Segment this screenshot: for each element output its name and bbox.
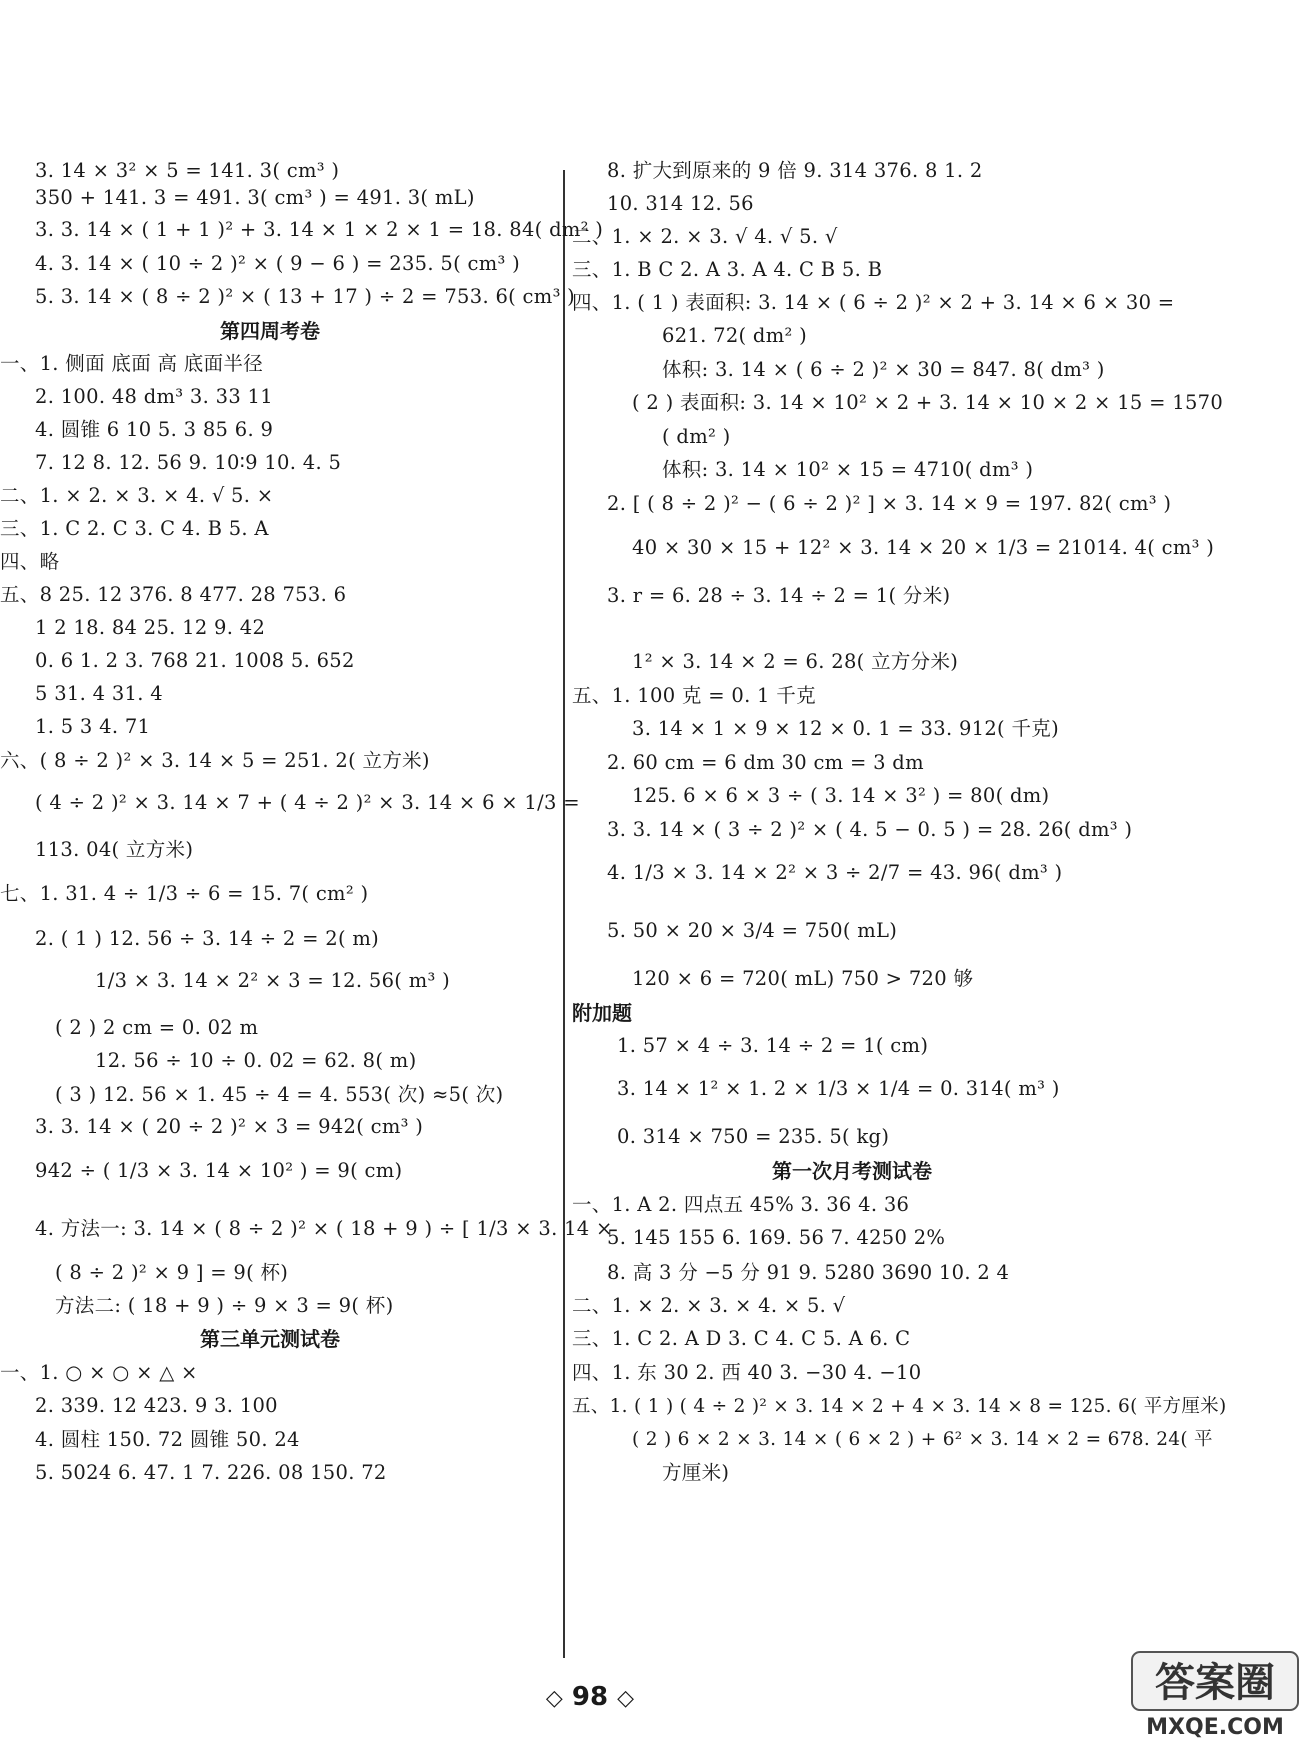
answer-line: 体积: 3. 14 × 10² × 15 = 4710( dm³ ) [662, 458, 1034, 481]
answer-line: ( dm² ) [662, 425, 731, 448]
answer-line: 4. 1/3 × 3. 14 × 2² × 3 ÷ 2/7 = 43. 96( dm³ ) [607, 861, 1063, 884]
answer-line: 3. r = 6. 28 ÷ 3. 14 ÷ 2 = 1( 分米) [607, 584, 951, 607]
answer-line: 二、1. × 2. × 3. √ 4. √ 5. √ [572, 225, 838, 248]
answer-line: 0. 6 1. 2 3. 768 21. 1008 5. 652 [35, 649, 355, 672]
answer-line: 125. 6 × 6 × 3 ÷ ( 3. 14 × 3² ) = 80( dm) [632, 784, 1050, 807]
answer-line: 4. 圆锥 6 10 5. 3 85 6. 9 [35, 418, 274, 441]
answer-line: 8. 扩大到原来的 9 倍 9. 314 376. 8 1. 2 [607, 159, 983, 182]
answer-line: 四、1. 东 30 2. 西 40 3. −30 4. −10 [572, 1361, 922, 1384]
answer-line: ( 4 ÷ 2 )² × 3. 14 × 7 + ( 4 ÷ 2 )² × 3. 14 × 6 × 1/3 = [35, 791, 580, 814]
answer-line: 二、1. × 2. × 3. × 4. × 5. √ [572, 1294, 846, 1317]
diamond-icon: ◇ [545, 1686, 563, 1711]
page-footer [0, 1682, 1180, 1712]
answer-line: 二、1. × 2. × 3. × 4. √ 5. × [0, 484, 274, 507]
answer-line: 113. 04( 立方米) [35, 838, 194, 861]
answer-line: 8. 高 3 分 −5 分 91 9. 5280 3690 10. 2 4 [607, 1261, 1010, 1284]
column-divider [563, 170, 565, 1658]
answer-line: 1² × 3. 14 × 2 = 6. 28( 立方分米) [632, 650, 959, 673]
answer-line: 5. 50 × 20 × 3/4 = 750( mL) [607, 919, 898, 942]
answer-line: 1. 57 × 4 ÷ 3. 14 ÷ 2 = 1( cm) [617, 1034, 929, 1057]
watermark-logo [1130, 1650, 1300, 1742]
answer-line: 4. 3. 14 × ( 10 ÷ 2 )² × ( 9 − 6 ) = 235. 5( cm³ ) [35, 252, 521, 275]
answer-line: 3. 3. 14 × ( 1 + 1 )² + 3. 14 × 1 × 2 × 1 = 18. 84( dm² ) [35, 218, 604, 241]
answer-line: ( 8 ÷ 2 )² × 9 ] = 9( 杯) [55, 1261, 289, 1284]
answer-line: 一、1. 侧面 底面 高 底面半径 [0, 352, 263, 375]
answer-line: 五、1. ( 1 ) ( 4 ÷ 2 )² × 3. 14 × 2 + 4 × 3. 14 × 8 = 125. 6( 平方厘米) [572, 1396, 1227, 1417]
answer-line: 2. ( 1 ) 12. 56 ÷ 3. 14 ÷ 2 = 2( m) [35, 927, 380, 950]
answer-line: 2. 60 cm = 6 dm 30 cm = 3 dm [607, 751, 924, 774]
page-number: 98 [571, 1682, 609, 1712]
answer-line: 5 31. 4 31. 4 [35, 682, 163, 705]
answer-line: 621. 72( dm² ) [662, 324, 808, 347]
answer-line: 四、略 [0, 550, 60, 573]
answer-line: 4. 方法一: 3. 14 × ( 8 ÷ 2 )² × ( 18 + 9 ) ÷ [ 1/3 × 3. 14 × [35, 1217, 613, 1240]
answer-line: 5. 3. 14 × ( 8 ÷ 2 )² × ( 13 + 17 ) ÷ 2 = 753. 6( cm³ ) [35, 285, 576, 308]
answer-line: 3. 3. 14 × ( 3 ÷ 2 )² × ( 4. 5 − 0. 5 ) = 28. 26( dm³ ) [607, 818, 1133, 841]
answer-line: 一、1. ○ × ○ × △ × [0, 1361, 198, 1384]
answer-line: 5. 145 155 6. 169. 56 7. 4250 2% [607, 1226, 946, 1249]
answer-line: 五、1. 100 克 = 0. 1 千克 [572, 684, 816, 707]
answer-line: 120 × 6 = 720( mL) 750 > 720 够 [632, 967, 974, 990]
answer-line: 2. [ ( 8 ÷ 2 )² − ( 6 ÷ 2 )² ] × 3. 14 × 9 = 197. 82( cm³ ) [607, 492, 1172, 515]
section-title: 第一次月考测试卷 [772, 1159, 932, 1183]
section-title: 第四周考卷 [220, 319, 320, 343]
answer-line: 1/3 × 3. 14 × 2² × 3 = 12. 56( m³ ) [95, 969, 451, 992]
answer-line: 三、1. C 2. C 3. C 4. B 5. A [0, 517, 269, 540]
answer-line: ( 3 ) 12. 56 × 1. 45 ÷ 4 = 4. 553( 次) ≈5( 次) [55, 1083, 504, 1106]
answer-line: 40 × 30 × 15 + 12² × 3. 14 × 20 × 1/3 = 21014. 4( cm³ ) [632, 536, 1215, 559]
answer-line: 1. 5 3 4. 71 [35, 715, 151, 738]
answer-line: 3. 3. 14 × ( 20 ÷ 2 )² × 3 = 942( cm³ ) [35, 1115, 424, 1138]
answer-line: 7. 12 8. 12. 56 9. 10∶9 10. 4. 5 [35, 451, 342, 474]
answer-line: 350 + 141. 3 = 491. 3( cm³ ) = 491. 3( mL) [35, 186, 475, 209]
answer-line: 四、1. ( 1 ) 表面积: 3. 14 × ( 6 ÷ 2 )² × 2 + 3. 14 × 6 × 30 = [572, 291, 1175, 314]
answer-line: ( 2 ) 2 cm = 0. 02 m [55, 1016, 259, 1039]
answer-line: 体积: 3. 14 × ( 6 ÷ 2 )² × 30 = 847. 8( dm³ ) [662, 358, 1105, 381]
answer-line: 2. 339. 12 423. 9 3. 100 [35, 1394, 278, 1417]
answer-line: 942 ÷ ( 1/3 × 3. 14 × 10² ) = 9( cm) [35, 1159, 403, 1182]
diamond-icon: ◇ [617, 1686, 635, 1711]
answer-line: 七、1. 31. 4 ÷ 1/3 ÷ 6 = 15. 7( cm² ) [0, 882, 369, 905]
watermark-site-text: MXQE.COM [1146, 1715, 1284, 1740]
answer-line: 方厘米) [662, 1461, 730, 1484]
answer-line: 12. 56 ÷ 10 ÷ 0. 02 = 62. 8( m) [95, 1049, 417, 1072]
answer-line: 三、1. B C 2. A 3. A 4. C B 5. B [572, 258, 883, 281]
answer-line: 五、8 25. 12 376. 8 477. 28 753. 6 [0, 583, 347, 606]
answer-line: 三、1. C 2. A D 3. C 4. C 5. A 6. C [572, 1327, 911, 1350]
section-title: 附加题 [572, 1001, 632, 1025]
answer-line: 4. 圆柱 150. 72 圆锥 50. 24 [35, 1428, 300, 1451]
answer-line: 一、1. A 2. 四点五 45% 3. 36 4. 36 [572, 1193, 910, 1216]
answer-line: 1 2 18. 84 25. 12 9. 42 [35, 616, 266, 639]
answer-line: 3. 14 × 1² × 1. 2 × 1/3 × 1/4 = 0. 314( m³ ) [617, 1077, 1060, 1100]
section-title: 第三单元测试卷 [200, 1327, 340, 1351]
answer-line: 3. 14 × 3² × 5 = 141. 3( cm³ ) [35, 159, 340, 182]
answer-line: 六、( 8 ÷ 2 )² × 3. 14 × 5 = 251. 2( 立方米) [0, 749, 430, 772]
answer-line: 2. 100. 48 dm³ 3. 33 11 [35, 385, 273, 408]
watermark-logo-text: 答案圈 [1155, 1660, 1275, 1706]
answer-line: 5. 5024 6. 47. 1 7. 226. 08 150. 72 [35, 1461, 387, 1484]
answer-line: 10. 314 12. 56 [607, 192, 754, 215]
answer-line: ( 2 ) 表面积: 3. 14 × 10² × 2 + 3. 14 × 10 × 2 × 15 = 1570 [632, 391, 1224, 414]
answer-line: ( 2 ) 6 × 2 × 3. 14 × ( 6 × 2 ) + 6² × 3. 14 × 2 = 678. 24( 平 [632, 1429, 1213, 1450]
answer-line: 3. 14 × 1 × 9 × 12 × 0. 1 = 33. 912( 千克) [632, 717, 1059, 740]
answer-line: 0. 314 × 750 = 235. 5( kg) [617, 1125, 890, 1148]
answer-line: 方法二: ( 18 + 9 ) ÷ 9 × 3 = 9( 杯) [55, 1294, 394, 1317]
